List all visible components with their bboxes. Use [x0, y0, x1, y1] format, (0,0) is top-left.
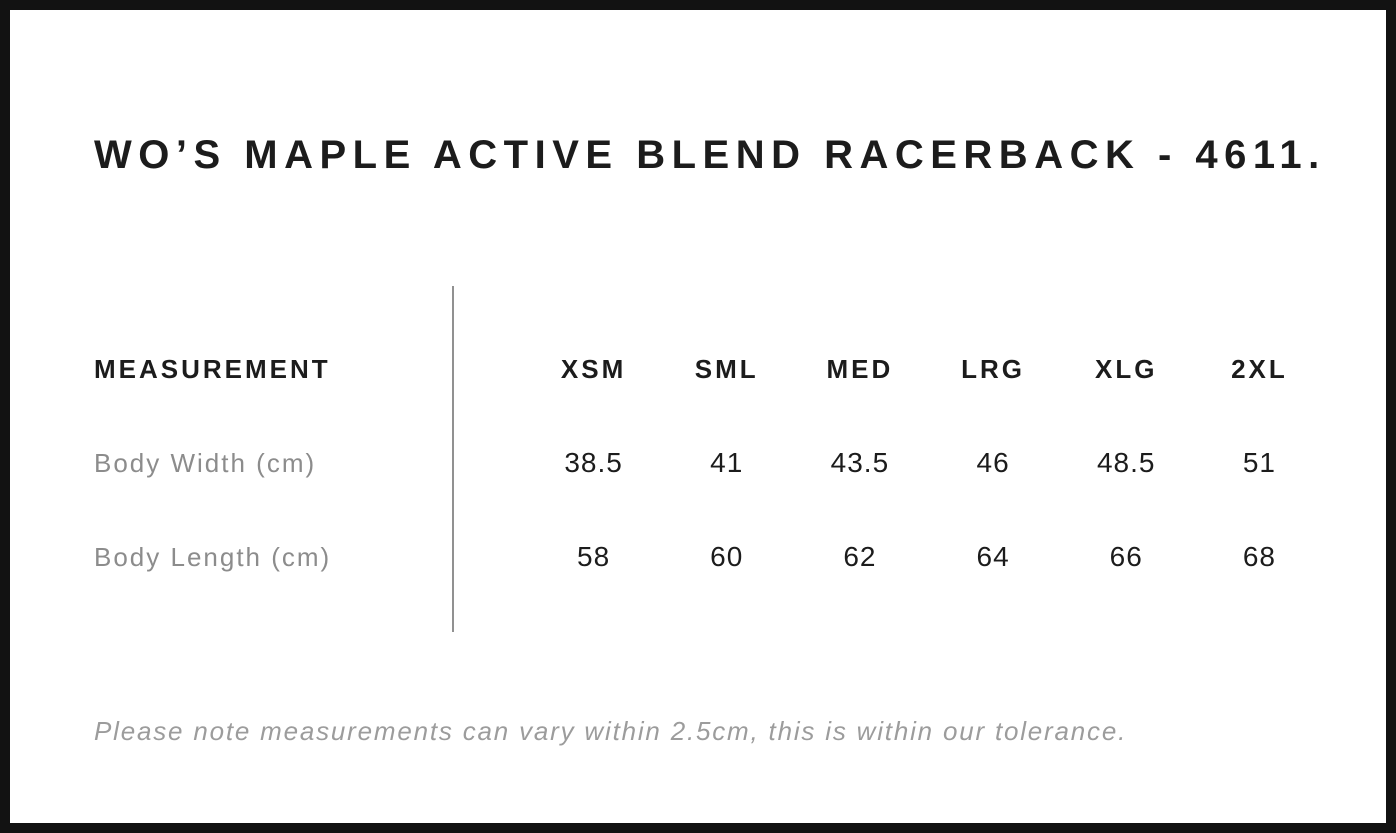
table-header-row — [94, 322, 1326, 416]
size-header-xsm: XSM — [560, 353, 627, 384]
row-label-body-width: Body Width (cm) — [94, 447, 317, 478]
size-header-sml: SML — [694, 353, 759, 384]
size-chart-table — [94, 322, 1326, 604]
body-width-lrg-value: 46 — [976, 447, 1010, 478]
body-width-sml-value: 41 — [710, 447, 744, 478]
size-header-lrg: LRG — [961, 353, 1026, 384]
body-length-2xl-value: 68 — [1242, 541, 1276, 572]
body-length-lrg-value: 64 — [976, 541, 1010, 572]
body-width-med-value: 43.5 — [830, 447, 890, 478]
body-width-2xl-value: 51 — [1242, 447, 1276, 478]
tolerance-note: Please note measurements can vary within 2.5cm, this is within our tolerance. — [94, 716, 1128, 746]
table-row-body-length — [94, 510, 1326, 604]
row-label-body-length: Body Length (cm) — [94, 541, 332, 572]
body-length-med-value: 62 — [843, 541, 877, 572]
size-header-2xl: 2XL — [1231, 353, 1288, 384]
body-length-xlg-value: 66 — [1109, 541, 1143, 572]
body-width-xsm-value: 38.5 — [564, 447, 623, 478]
body-length-sml-value: 60 — [710, 541, 744, 572]
size-header-xlg: XLG — [1095, 353, 1158, 384]
page-title: WO’S MAPLE ACTIVE BLEND RACERBACK - 4611. — [94, 132, 1326, 177]
body-length-xsm-value: 58 — [577, 541, 611, 572]
table-row-body-width — [94, 416, 1326, 510]
measurement-column-header: MEASUREMENT — [94, 353, 331, 384]
size-header-med: MED — [826, 353, 894, 384]
body-width-xlg-value: 48.5 — [1096, 447, 1156, 478]
